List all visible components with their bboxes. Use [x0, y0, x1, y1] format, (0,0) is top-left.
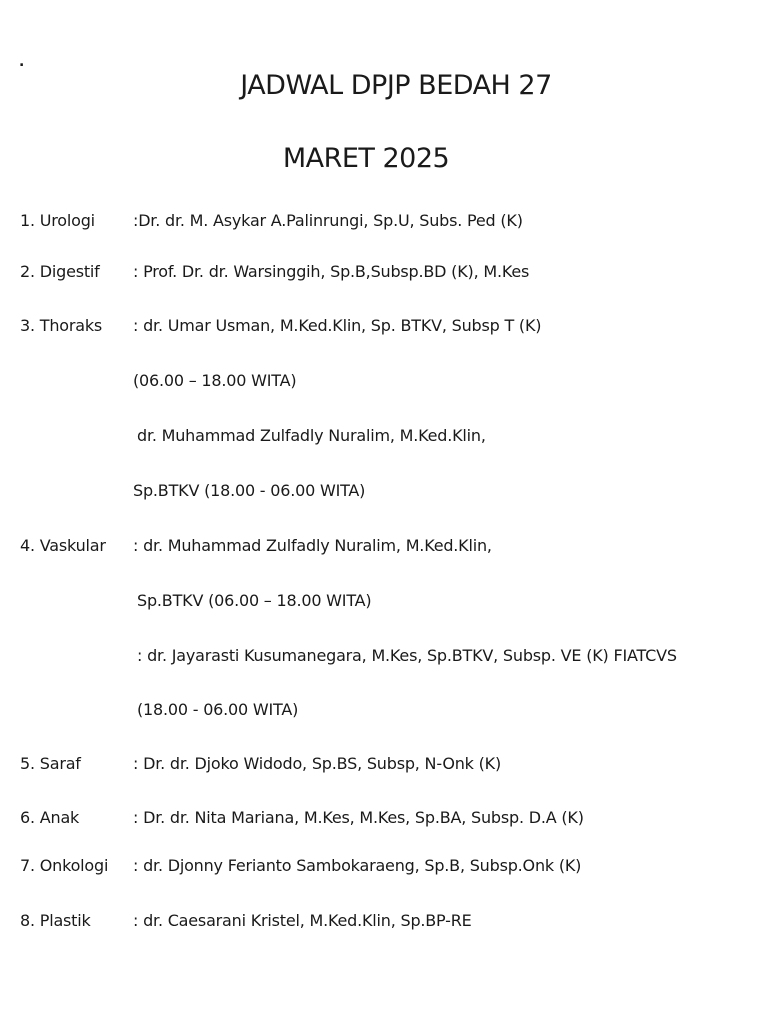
entry-doctor-plastik: : dr. Caesarani Kristel, M.Ked.Klin, Sp.BP-RE [133, 911, 472, 930]
entry-shift-thoraks-2: Sp.BTKV (18.00 - 06.00 WITA) [133, 481, 366, 500]
entry-doctor-saraf: : Dr. dr. Djoko Widodo, Sp.BS, Subsp, N-Onk (K) [133, 754, 502, 773]
entry-doctor-vaskular-1: : dr. Muhammad Zulfadly Nuralim, M.Ked.Klin, [133, 536, 492, 555]
entry-label-anak: 6. Anak [20, 808, 80, 827]
entry-doctor-digestif: : Prof. Dr. dr. Warsinggih, Sp.B,Subsp.BD (K), M.Kes [133, 262, 530, 281]
entry-doctor-onkologi: : dr. Djonny Ferianto Sambokaraeng, Sp.B, Subsp.Onk (K) [133, 856, 582, 875]
entry-doctor-thoraks-1: : dr. Umar Usman, M.Ked.Klin, Sp. BTKV, Subsp T (K) [133, 316, 542, 335]
entry-label-vaskular: 4. Vaskular [20, 536, 106, 555]
entry-label-plastik: 8. Plastik [20, 911, 91, 930]
entry-label-urologi: 1. Urologi [20, 211, 95, 230]
page-subtitle-date: MARET 2025 [282, 143, 450, 174]
entry-doctor-urologi: :Dr. dr. M. Asykar A.Palinrungi, Sp.U, Subs. Ped (K) [133, 211, 523, 230]
entry-shift-vaskular-1: Sp.BTKV (06.00 – 18.00 WITA) [137, 591, 372, 610]
stray-mark: . [19, 54, 25, 70]
entry-label-digestif: 2. Digestif [20, 262, 100, 281]
page-title: JADWAL DPJP BEDAH 27 [240, 70, 552, 101]
entry-doctor-thoraks-2: dr. Muhammad Zulfadly Nuralim, M.Ked.Klin, [137, 426, 486, 445]
entry-doctor-anak: : Dr. dr. Nita Mariana, M.Kes, M.Kes, Sp.BA, Subsp. D.A (K) [133, 808, 584, 827]
entry-shift-thoraks-1: (06.00 – 18.00 WITA) [133, 371, 297, 390]
entry-doctor-vaskular-2: : dr. Jayarasti Kusumanegara, M.Kes, Sp.BTKV, Subsp. VE (K) FIATCVS [137, 646, 677, 665]
entry-shift-vaskular-2: (18.00 - 06.00 WITA) [137, 700, 299, 719]
entry-label-thoraks: 3. Thoraks [20, 316, 103, 335]
entry-label-onkologi: 7. Onkologi [20, 856, 109, 875]
entry-label-saraf: 5. Saraf [20, 754, 81, 773]
